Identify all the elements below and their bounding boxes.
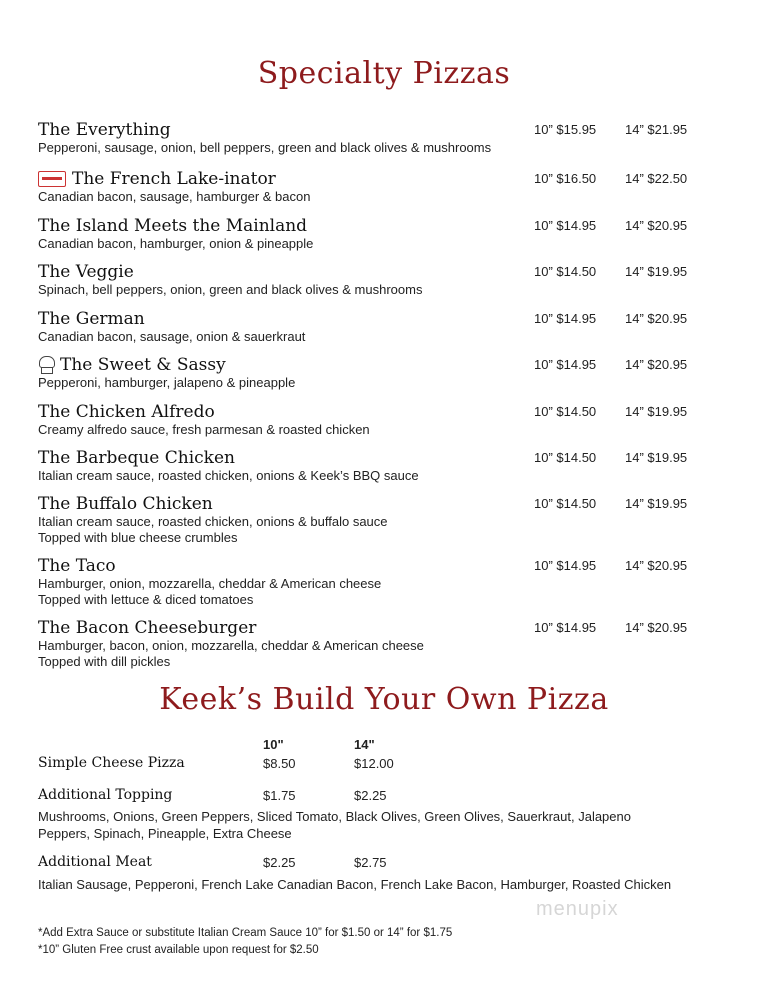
price-14-inch: 14” $20.95 (625, 620, 688, 635)
byo-row-meat-14: $2.75 (354, 855, 387, 870)
pizza-description: Pepperoni, hamburger, jalapeno & pineapple (38, 375, 296, 390)
price-10-inch: 10” $14.50 (534, 264, 597, 279)
pizza-description: Hamburger, onion, mozzarella, cheddar & American cheese (38, 576, 382, 591)
pizza-description: Canadian bacon, hamburger, onion & pineapple (38, 236, 314, 251)
pizza-description: Topped with dill pickles (38, 654, 171, 669)
byo-row-meat-label: Additional Meat (38, 854, 152, 870)
pizza-description: Pepperoni, sausage, onion, bell peppers, green and black olives & mushrooms (38, 140, 492, 155)
price-14-inch: 14” $19.95 (625, 404, 688, 419)
pizza-item (38, 216, 738, 252)
price-10-inch: 10” $14.95 (534, 620, 597, 635)
pizza-name-text: The Island Meets the Mainland (38, 216, 308, 236)
price-10-inch: 10” $14.95 (534, 558, 597, 573)
pizza-name-text: The French Lake-inator (72, 169, 276, 189)
price-14-inch: 14” $22.50 (625, 171, 688, 186)
pizza-name-text: The Taco (38, 556, 116, 576)
note-extra-sauce: *Add Extra Sauce or substitute Italian Cream Sauce 10” for $1.50 or 14” for $1.75 (38, 927, 453, 939)
pizza-item (38, 556, 738, 608)
price-14-inch: 14” $20.95 (625, 357, 688, 372)
pizza-description: Italian cream sauce, roasted chicken, onions & buffalo sauce (38, 514, 388, 529)
byo-col-10-header: 10" (263, 737, 284, 752)
pizza-item (38, 169, 738, 205)
price-10-inch: 10” $16.50 (534, 171, 597, 186)
pizza-name-text: The Buffalo Chicken (38, 494, 213, 514)
note-gluten-free: *10” Gluten Free crust available upon request for $2.50 (38, 944, 319, 956)
price-10-inch: 10” $14.50 (534, 404, 597, 419)
toppings-line-1: Mushrooms, Onions, Green Peppers, Sliced Tomato, Black Olives, Green Olives, Sauerkraut, Jalapeno (38, 809, 631, 824)
toppings-list (38, 808, 738, 842)
pizza-name-text: The Bacon Cheeseburger (38, 618, 257, 638)
price-14-inch: 14” $19.95 (625, 496, 688, 511)
byo-col-14-header: 14" (354, 737, 375, 752)
pizza-item (38, 262, 738, 298)
meats-list: Italian Sausage, Pepperoni, French Lake Canadian Bacon, French Lake Bacon, Hamburger, Roasted Chicken (38, 877, 672, 892)
pizza-description: Creamy alfredo sauce, fresh parmesan & roasted chicken (38, 422, 370, 437)
pizza-description: Canadian bacon, sausage, hamburger & bacon (38, 189, 311, 204)
pizza-description: Spinach, bell peppers, onion, green and black olives & mushrooms (38, 282, 423, 297)
pizza-name-text: The Sweet & Sassy (60, 355, 226, 375)
byo-row-cheese-label: Simple Cheese Pizza (38, 755, 185, 771)
pizza-item (38, 494, 738, 546)
byo-row-topping-10: $1.75 (263, 788, 296, 803)
price-10-inch: 10” $15.95 (534, 122, 597, 137)
byo-row-cheese-14: $12.00 (354, 756, 394, 771)
pizza-name-text: The Barbeque Chicken (38, 448, 235, 468)
price-14-inch: 14” $20.95 (625, 218, 688, 233)
price-10-inch: 10” $14.95 (534, 357, 597, 372)
byo-row-topping-14: $2.25 (354, 788, 387, 803)
price-10-inch: 10” $14.95 (534, 311, 597, 326)
pizza-description: Hamburger, bacon, onion, mozzarella, cheddar & American cheese (38, 638, 424, 653)
pizza-description: Italian cream sauce, roasted chicken, onions & Keek’s BBQ sauce (38, 468, 419, 483)
pizza-name-text: The Veggie (38, 262, 134, 282)
price-10-inch: 10” $14.50 (534, 450, 597, 465)
price-14-inch: 14” $20.95 (625, 558, 688, 573)
pizza-item (38, 355, 738, 391)
price-14-inch: 14” $20.95 (625, 311, 688, 326)
pizza-item (38, 618, 738, 670)
menupix-watermark: menupix (536, 898, 619, 920)
price-14-inch: 14” $21.95 (625, 122, 688, 137)
pizza-name-text: The Everything (38, 120, 171, 140)
specialty-pizzas-heading: Specialty Pizzas (257, 56, 511, 91)
pizza-description: Topped with blue cheese crumbles (38, 530, 238, 545)
pizza-item (38, 309, 738, 345)
price-14-inch: 14” $19.95 (625, 450, 688, 465)
toppings-line-2: Peppers, Spinach, Pineapple, Extra Cheese (38, 826, 292, 841)
build-your-own-heading: Keek’s Build Your Own Pizza (159, 682, 609, 717)
pizza-description: Topped with lettuce & diced tomatoes (38, 592, 254, 607)
pizza-description: Canadian bacon, sausage, onion & sauerkraut (38, 329, 306, 344)
pizza-item (38, 448, 738, 484)
price-10-inch: 10” $14.95 (534, 218, 597, 233)
byo-row-meat-10: $2.25 (263, 855, 296, 870)
pizza-item (38, 120, 738, 156)
french-lake-logo-icon (38, 171, 66, 187)
pizza-name-text: The German (38, 309, 145, 329)
price-14-inch: 14” $19.95 (625, 264, 688, 279)
pizza-item (38, 402, 738, 438)
pizza-name-text: The Chicken Alfredo (38, 402, 215, 422)
price-10-inch: 10” $14.50 (534, 496, 597, 511)
byo-row-cheese-10: $8.50 (263, 756, 296, 771)
byo-row-topping-label: Additional Topping (38, 787, 173, 803)
chef-hat-icon (38, 356, 54, 374)
